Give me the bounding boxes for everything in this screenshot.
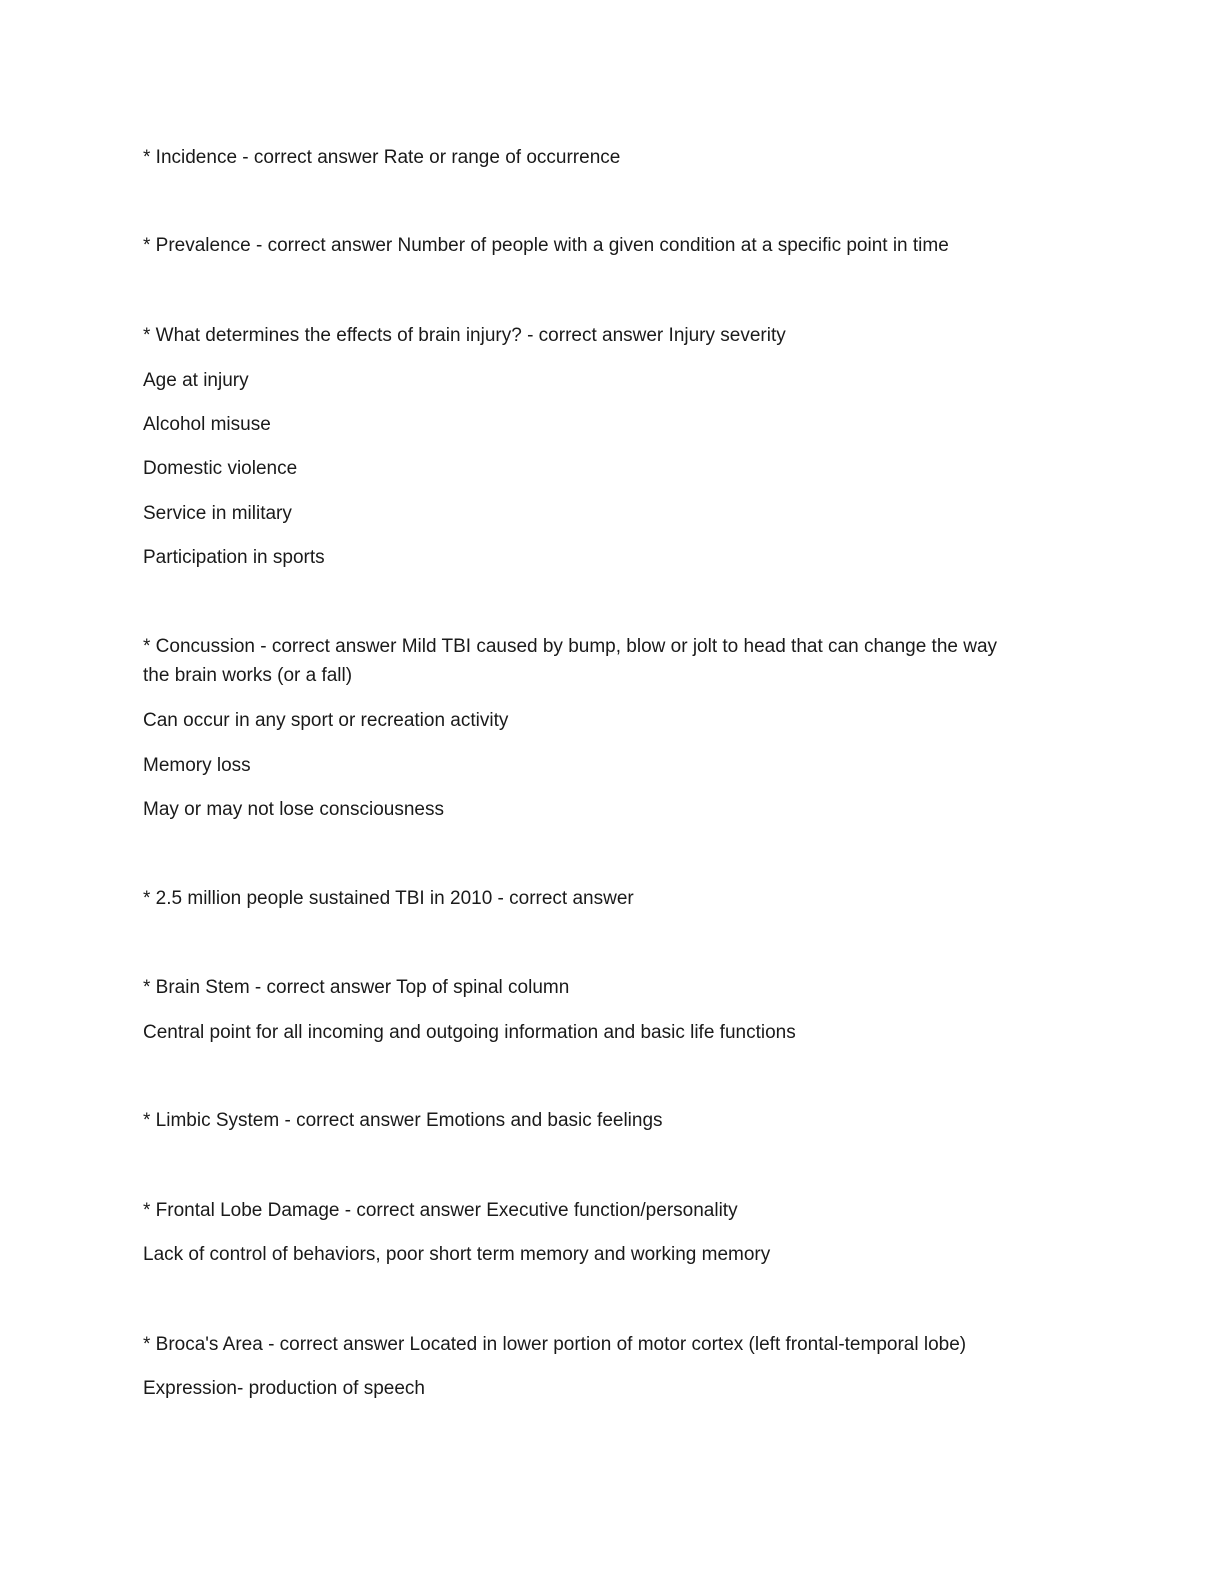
list-item: Service in military xyxy=(143,503,292,524)
list-item: Alcohol misuse xyxy=(143,414,271,435)
list-item: Memory loss xyxy=(143,755,251,776)
flashcard-concussion: * Concussion - correct answer Mild TBI caused by bump, blow or jolt to head that can change the way xyxy=(143,636,998,657)
flashcard-prevalence: * Prevalence - correct answer Number of people with a given condition at a specific point in time xyxy=(143,235,949,256)
flashcard-incidence: * Incidence - correct answer Rate or range of occurrence xyxy=(143,147,621,168)
flashcard-limbic-system: * Limbic System - correct answer Emotions and basic feelings xyxy=(143,1110,663,1131)
flashcard-brocas-area: * Broca's Area - correct answer Located in lower portion of motor cortex (left frontal-temporal lobe) xyxy=(143,1334,967,1355)
list-item: Age at injury xyxy=(143,370,249,391)
list-item: Domestic violence xyxy=(143,458,298,479)
list-item: Expression- production of speech xyxy=(143,1378,425,1399)
list-item: Can occur in any sport or recreation activity xyxy=(143,710,509,731)
flashcard-brain-injury-effects: * What determines the effects of brain injury? - correct answer Injury severity xyxy=(143,325,786,346)
list-item: Lack of control of behaviors, poor short term memory and working memory xyxy=(143,1244,771,1265)
flashcard-concussion-continued: the brain works (or a fall) xyxy=(143,665,353,686)
list-item: Participation in sports xyxy=(143,547,325,568)
flashcard-frontal-lobe-damage: * Frontal Lobe Damage - correct answer Executive function/personality xyxy=(143,1200,738,1221)
flashcard-brain-stem: * Brain Stem - correct answer Top of spinal column xyxy=(143,977,570,998)
list-item: May or may not lose consciousness xyxy=(143,799,444,820)
flashcard-tbi-statistic: * 2.5 million people sustained TBI in 2010 - correct answer xyxy=(143,888,634,909)
list-item: Central point for all incoming and outgoing information and basic life functions xyxy=(143,1022,796,1043)
